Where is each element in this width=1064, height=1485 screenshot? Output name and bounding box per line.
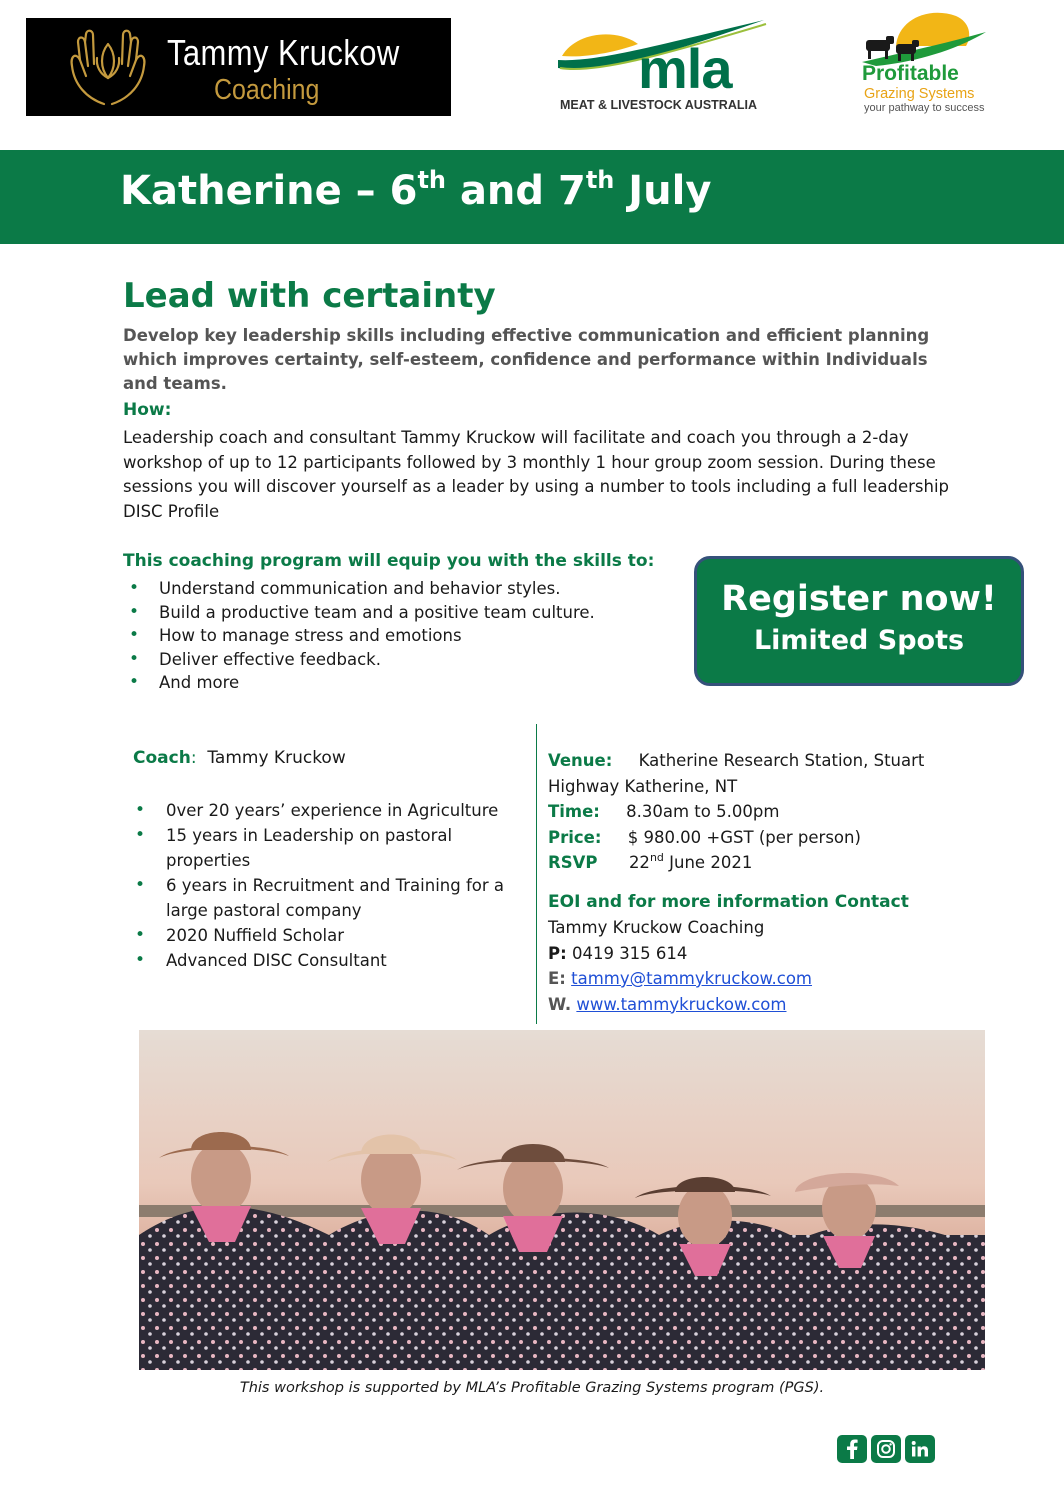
rsvp-value: 22nd June 2021	[628, 851, 753, 872]
event-details: Venue: Katherine Research Station, Stuart Highway Katherine, NT Time: 8.30am to 5.00pm Price: $ 980.00 +GST (per person) RSVP 22nd June 2021 EOI and for more information Contact Tammy Kruckow Coaching P: 0419 315 614 E: tammy@tammykruckow.com W. www.tammykruckow.com	[548, 748, 968, 1017]
price-label: Price:	[548, 827, 602, 847]
facebook-icon[interactable]	[837, 1435, 867, 1463]
website-link[interactable]: www.tammykruckow.com	[576, 994, 787, 1014]
pgs-subtitle: Grazing Systems	[864, 86, 975, 102]
venue-label: Venue:	[548, 751, 613, 770]
list-item: • Advanced DISC Consultant	[133, 948, 513, 973]
list-item: • Deliver effective feedback.	[123, 648, 595, 672]
event-title: Katherine – 6th and 7th July	[120, 166, 712, 214]
tammy-logo-subtitle: Coaching	[214, 74, 320, 106]
limited-spots-label: Limited Spots	[753, 625, 965, 656]
tammy-kruckow-logo	[26, 18, 451, 116]
register-now-button[interactable]	[694, 556, 1024, 686]
venue-line-2: Highway Katherine, NT	[548, 776, 738, 796]
coach-credentials	[133, 798, 513, 973]
list-item: • Understand communication and behavior styles.	[123, 577, 595, 601]
team-photo	[139, 1030, 985, 1370]
how-heading: How:	[123, 400, 172, 420]
how-body: Leadership coach and consultant Tammy Kruckow will facilitate and coach you through a 2-day workshop of up to 12 participants followed by 3 monthly 1 hour group zoom session. During these sessions you will discover yourself as a leader by using a number to tools including a full leadership DISC Profile	[123, 428, 950, 521]
list-item: • How to manage stress and emotions	[123, 624, 595, 648]
event-banner	[0, 150, 1064, 244]
profitable-grazing-logo	[856, 6, 996, 118]
price-value: $ 980.00 +GST (per person)	[627, 827, 861, 847]
email-link[interactable]: tammy@tammykruckow.com	[571, 969, 813, 988]
skills-list	[123, 577, 595, 695]
contact-name: Tammy Kruckow Coaching	[548, 918, 765, 937]
list-item: • And more	[123, 671, 595, 695]
mla-subtitle: MEAT & LIVESTOCK AUSTRALIA	[560, 98, 757, 112]
coach-heading: Coach: Tammy Kruckow	[133, 748, 346, 768]
headline: Lead with certainty	[123, 276, 496, 316]
hands-lotus-icon	[64, 26, 152, 108]
register-label: Register now!	[721, 579, 997, 619]
venue-line-1: Katherine Research Station, Stuart	[638, 751, 925, 770]
time-value: 8.30am to 5.00pm	[626, 802, 780, 821]
skills-heading: This coaching program will equip you with the skills to:	[123, 551, 655, 571]
list-item: • 2020 Nuffield Scholar	[133, 923, 513, 948]
cattle-sun-icon	[856, 6, 996, 66]
phone-number: 0419 315 614	[571, 943, 688, 963]
time-label: Time:	[548, 802, 600, 821]
column-divider	[536, 724, 537, 1024]
rsvp-label: RSVP	[548, 853, 598, 872]
pgs-name: Profitable	[862, 62, 959, 85]
list-item: • Build a productive team and a positive team culture.	[123, 601, 595, 625]
mla-wordmark: mla	[638, 37, 732, 100]
list-item: • 15 years in Leadership on pastoral properties	[133, 823, 513, 873]
social-links	[837, 1435, 935, 1463]
intro-text: Develop key leadership skills including effective communication and efficient planning which improves certainty, self-esteem, confidence and performance within Individuals and teams.	[123, 326, 930, 393]
photo-caption: This workshop is supported by MLA’s Profitable Grazing Systems program (PGS).	[239, 1380, 825, 1396]
pgs-tagline: your pathway to success	[864, 102, 985, 114]
list-item: • 0ver 20 years’ experience in Agriculture	[133, 798, 513, 823]
linkedin-icon[interactable]	[905, 1435, 935, 1463]
mla-logo	[556, 18, 772, 118]
contact-heading: EOI and for more information Contact	[548, 891, 909, 912]
instagram-icon[interactable]	[871, 1435, 901, 1463]
tammy-logo-name: Tammy Kruckow	[167, 32, 400, 73]
list-item: • 6 years in Recruitment and Training for a large pastoral company	[133, 873, 513, 923]
